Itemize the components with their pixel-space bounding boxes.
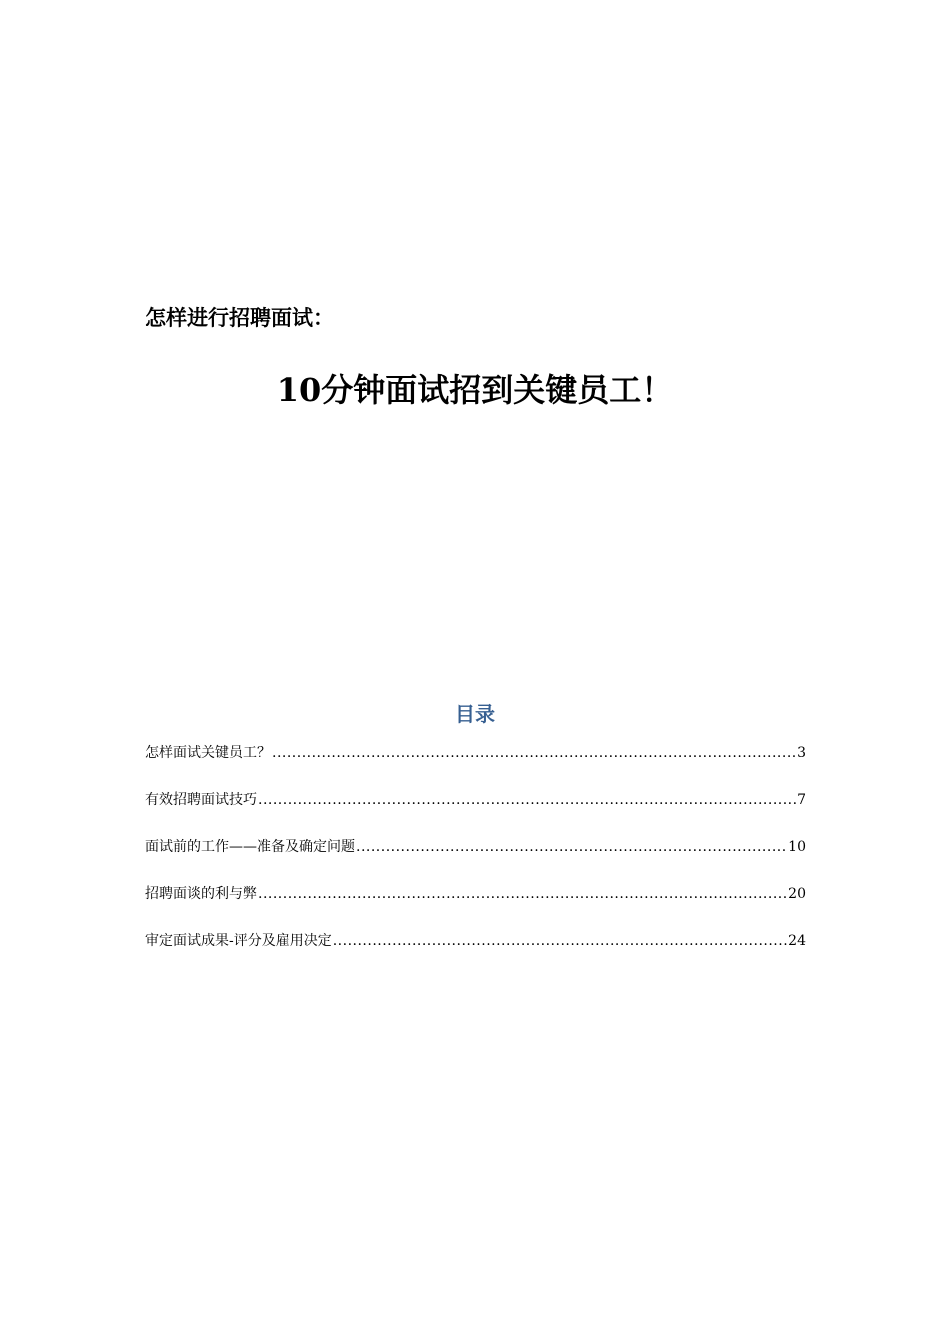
toc-entry-page: 10 <box>788 839 806 855</box>
toc-entry-page: 3 <box>797 745 806 761</box>
toc-entry[interactable] <box>145 881 806 928</box>
toc-entry-label: 招聘面谈的利与弊 <box>145 886 257 902</box>
document-title: 10分钟面试招到关键员工！ <box>276 371 674 409</box>
toc-entry[interactable] <box>145 787 806 834</box>
toc-entry-label: 怎样面试关键员工？ <box>145 745 271 761</box>
toc-entry-page: 24 <box>788 933 806 949</box>
toc-dot-leader <box>356 834 787 860</box>
toc-entry-page: 20 <box>788 886 806 902</box>
toc-entry[interactable] <box>145 740 806 787</box>
table-of-contents <box>145 740 806 975</box>
toc-entry-page: 7 <box>797 792 806 808</box>
toc-dot-leader <box>333 928 787 954</box>
toc-dot-leader <box>272 740 796 766</box>
toc-entry-label: 审定面试成果-评分及雇用决定 <box>145 933 332 949</box>
toc-entry-label: 面试前的工作——准备及确定问题 <box>145 839 355 855</box>
toc-entry[interactable] <box>145 834 806 881</box>
toc-heading: 目录 <box>455 702 495 726</box>
toc-entry[interactable] <box>145 928 806 975</box>
toc-entry-label: 有效招聘面试技巧 <box>145 792 257 808</box>
toc-dot-leader <box>258 787 796 813</box>
document-subtitle: 怎样进行招聘面试： <box>145 306 334 330</box>
toc-dot-leader <box>258 881 787 907</box>
